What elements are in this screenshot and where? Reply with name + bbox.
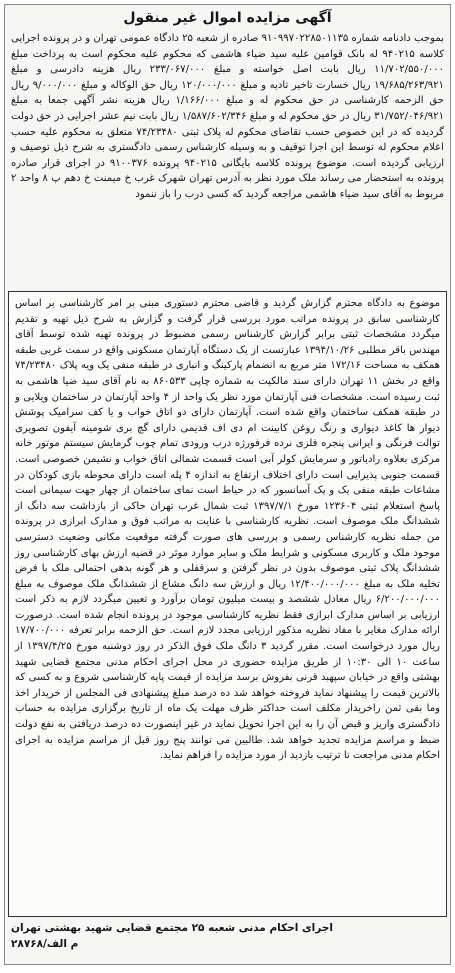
notice-code: م الف/۲۸۷۶۸ [11, 938, 79, 950]
expert-report-box [8, 291, 447, 917]
expert-report-text: موضوع به دادگاه محترم گزارش گردید و قاضی محترم دستوری مبنی بر امر کارشناسی بر اساس کارشناسی سابق در پرونده مراتب مورد بررسی قرار گرفت و گزارش به شرح ذیل تهیه و تقدیم میگردد مشخصات ثبتی برابر گزارش کارشناس رسمی مضبوط در پرونده تهیه شده توسط آقای مهندس باقر مطلبی ۱۳۹۴/۱۰/۲۶ عبارتست از یک دستگاه آپارتمان مسکونی واقع در سمت غربی طبقه همکف به مساحت ۱۷۲/۱۶ متر مربع به انضمام پارکینگ و انباری در طبقه منفی یک ویه پلاک ۷۴/۲۳۴۸۰ واقع در بخش ۱۱ تهران دارای سند مالکیت به شماره چاپی ۸۶۰۵۳۳ به نام آقای سید ضیا هاشمی به ثبت رسیده است. مشخصات فنی آپارتمان مورد نظر یک واحد از ۴ واحد آپارتمان در ساختمان ویلایی و در طبقه همکف ساختمان واقع شده است. آپارتمان دارای دو اتاق خواب و یا کف سرامیک پوشش دیوار ها کاغذ دیواری و رنگ روغن کابینت ام دی اف قدیمی دارای گچ بری شومینه آیفون تصویری توالت فرنگی و ایرانی پنجره فلزی نرده فرفورژه درب ورودی تمام چوب گرمایش سیستم موتور خانه مرکزی بعلاوه رادیاتور و سرمایش کولر آبی است قسمت شمالی اتاق خواب و نشیمن خصوصی است. قسمت جنوبی پذیرایی است دارای اختلاف ارتفاع به اندازه ۴ پله است دارای محوطه بازی کودکان در مشاعات طبقه منفی یک و یک آسانسور که در حیاط است نمای ساختمان از چهار جهت سیمانی است پاسخ استعلام ثبتی ۱۲۳۶۰۴ مورخ ۱۳۹۷/۷/۱ ثبت شمال غرب تهران حاکی از بازداشت سه دانگ از ششدانگ ملک موصوف است. نظریه کارشناسی با عنایت به مراتب فوق و مدارک ابرازی در پرونده من جمله نظریه کارشناس رسمی و بررسی های صورت گرفته موقعیت مکانی وضعیت دسترسی موجود ملک و کاربری مسکونی و شرایط ملک و سایر موارد موثر در قضیه ارزش بهای کارشناسی روز ششدانگ پلاک ثبتی موصوف بدون در نظر گرفتن و سرقفلی و هر گونه بدهی احتمالی ملک با فرض تخلیه ملک به مبلغ ۱۲/۴۰۰/۰۰۰/۰۰۰ ریال و ارزش سه دانگ مشاع از ششدانگ ملک موصوف به مبلغ ۶/۲۰۰/۰۰۰/۰۰۰ ریال معادل ششصد و بیست میلیون تومان برآورد و تعیین میگردد لازم به ذکر است ارزیابی بر اساس مدارک ابرازی فقط نظریه کارشناسی موجود در پرونده انجام شده است. درصورت ارائه مدارک مغایر با مفاد نظریه مذکور ارزیابی مجدد لازم است. حق الزحمه برابر تعرفه ۱۷/۷۰۰/۰۰۰ ریال مورد درخواست است. مقرر گردید ۳ دانگ ملک فوق الذکر در روز دوشنبه مورخ ۱۳۹۷/۴/۲۵ از ساعت ۱۰ الی ۱۰:۳۰ از طریق مزایده حضوری در محل اجرای احکام مدنی مجتمع قضایی شهید بهشتی واقع در خیابان سپهبد قرنی بفروش برسد مزایده از قیمت پایه کارشناسی شروع و به کسی که بالاترین قیمت را پیشنهاد نماید فروخته خواهد شد ده درصد مبلغ پیشنهادی فی المجلس از خریدار اخذ وما بقی ثمن راخریدار مکلف است حداکثر ظرف مهلت یک ماه از تاریخ برگزاری مزایده به حساب دادگستری واریز و قبض آن را به این اجرا تحویل نماید در غیر اینصورت ده درصد دریافتی به نفع دولت ضبط و مراسم مزایده تجدید خواهد شد. طالبین می توانند پنج روز قبل از مراسم مزایده به اجرای احکام مدنی مراجعت تا ترتیب بازدید از مورد مزایده را فراهم نماید. [15, 298, 441, 762]
notice-intro-text: بموجب دادنامه شماره ۹۱۰۹۹۷۰۲۲۸۵۰۱۱۳۵ صادره از شعبه ۲۵ دادگاه عمومی تهران و در پرونده اجرایی کلاسه ۹۴۰۲۱۵ له بانک قوامین علیه سید ضیاء هاشمی که محکوم علیه محکوم است به پرداخت مبلغ ۱۱/۷۰۲/۵۵۰/۰۰۰ ریال بابت اصل خواسته و مبلغ ۲۳۳/۰۶۷/۰۰۰ ریال هزینه دادرسی و مبلغ ۱۹/۶۸۵/۲۶۳/۹۲۱ ریال خسارت تاخیر تادیه و مبلغ ۱۲۰/۰۰۰/۰۰۰ ریال حق الوکاله و مبلغ ۹/۰۰۰/۰۰۰ ریال حق الزحمه کارشناسی در حق محکوم له و مبلغ ۱/۱۶۶/۰۰۰ ریال هزینه نشر آگهی جمعا به مبلغ ۳۱/۷۵۲/۰۴۶/۹۲۱ ریال در حق محکوم له و مبلغ ۱/۵۸۷/۶۰۲/۳۴۶ ریال بابت نیم عشر اجرایی در حق دولت گردیده که در این خصوص حسب تقاضای محکوم له پلاک ثبتی ۷۴/۲۳۴۸۰ متعلق به محکوم علیه حسب اعلام محکوم له توسط این اجرا توقیف و به وسیله کارشناس رسمی دادگستری به شرح ذیل توصیف و ارزیابی گردیده است. موضوع پرونده کلاسه بایگانی ۹۴۰۲۱۵ پرونده ۹۱۰۰۳۷۶ در اجرای قرار صادره پرونده به استحضار می رساند ملک مورد نظر به آدرس تهران شهرک غرب خ میمنت خ دهم پ ۸ واحد ۲ مربوط به آقای سید ضیاء هاشمی مراجعه گردید که کسی درب را باز ننمود [11, 33, 445, 200]
notice-footer [11, 920, 444, 960]
auction-notice [4, 4, 451, 965]
notice-title: آگهی مزایده اموال غیر منقول [123, 10, 332, 26]
issuer-name: اجرای احکام مدنی شعبه ۲۵ مجتمع قضایی شهید بهشتی تهران [11, 922, 333, 934]
